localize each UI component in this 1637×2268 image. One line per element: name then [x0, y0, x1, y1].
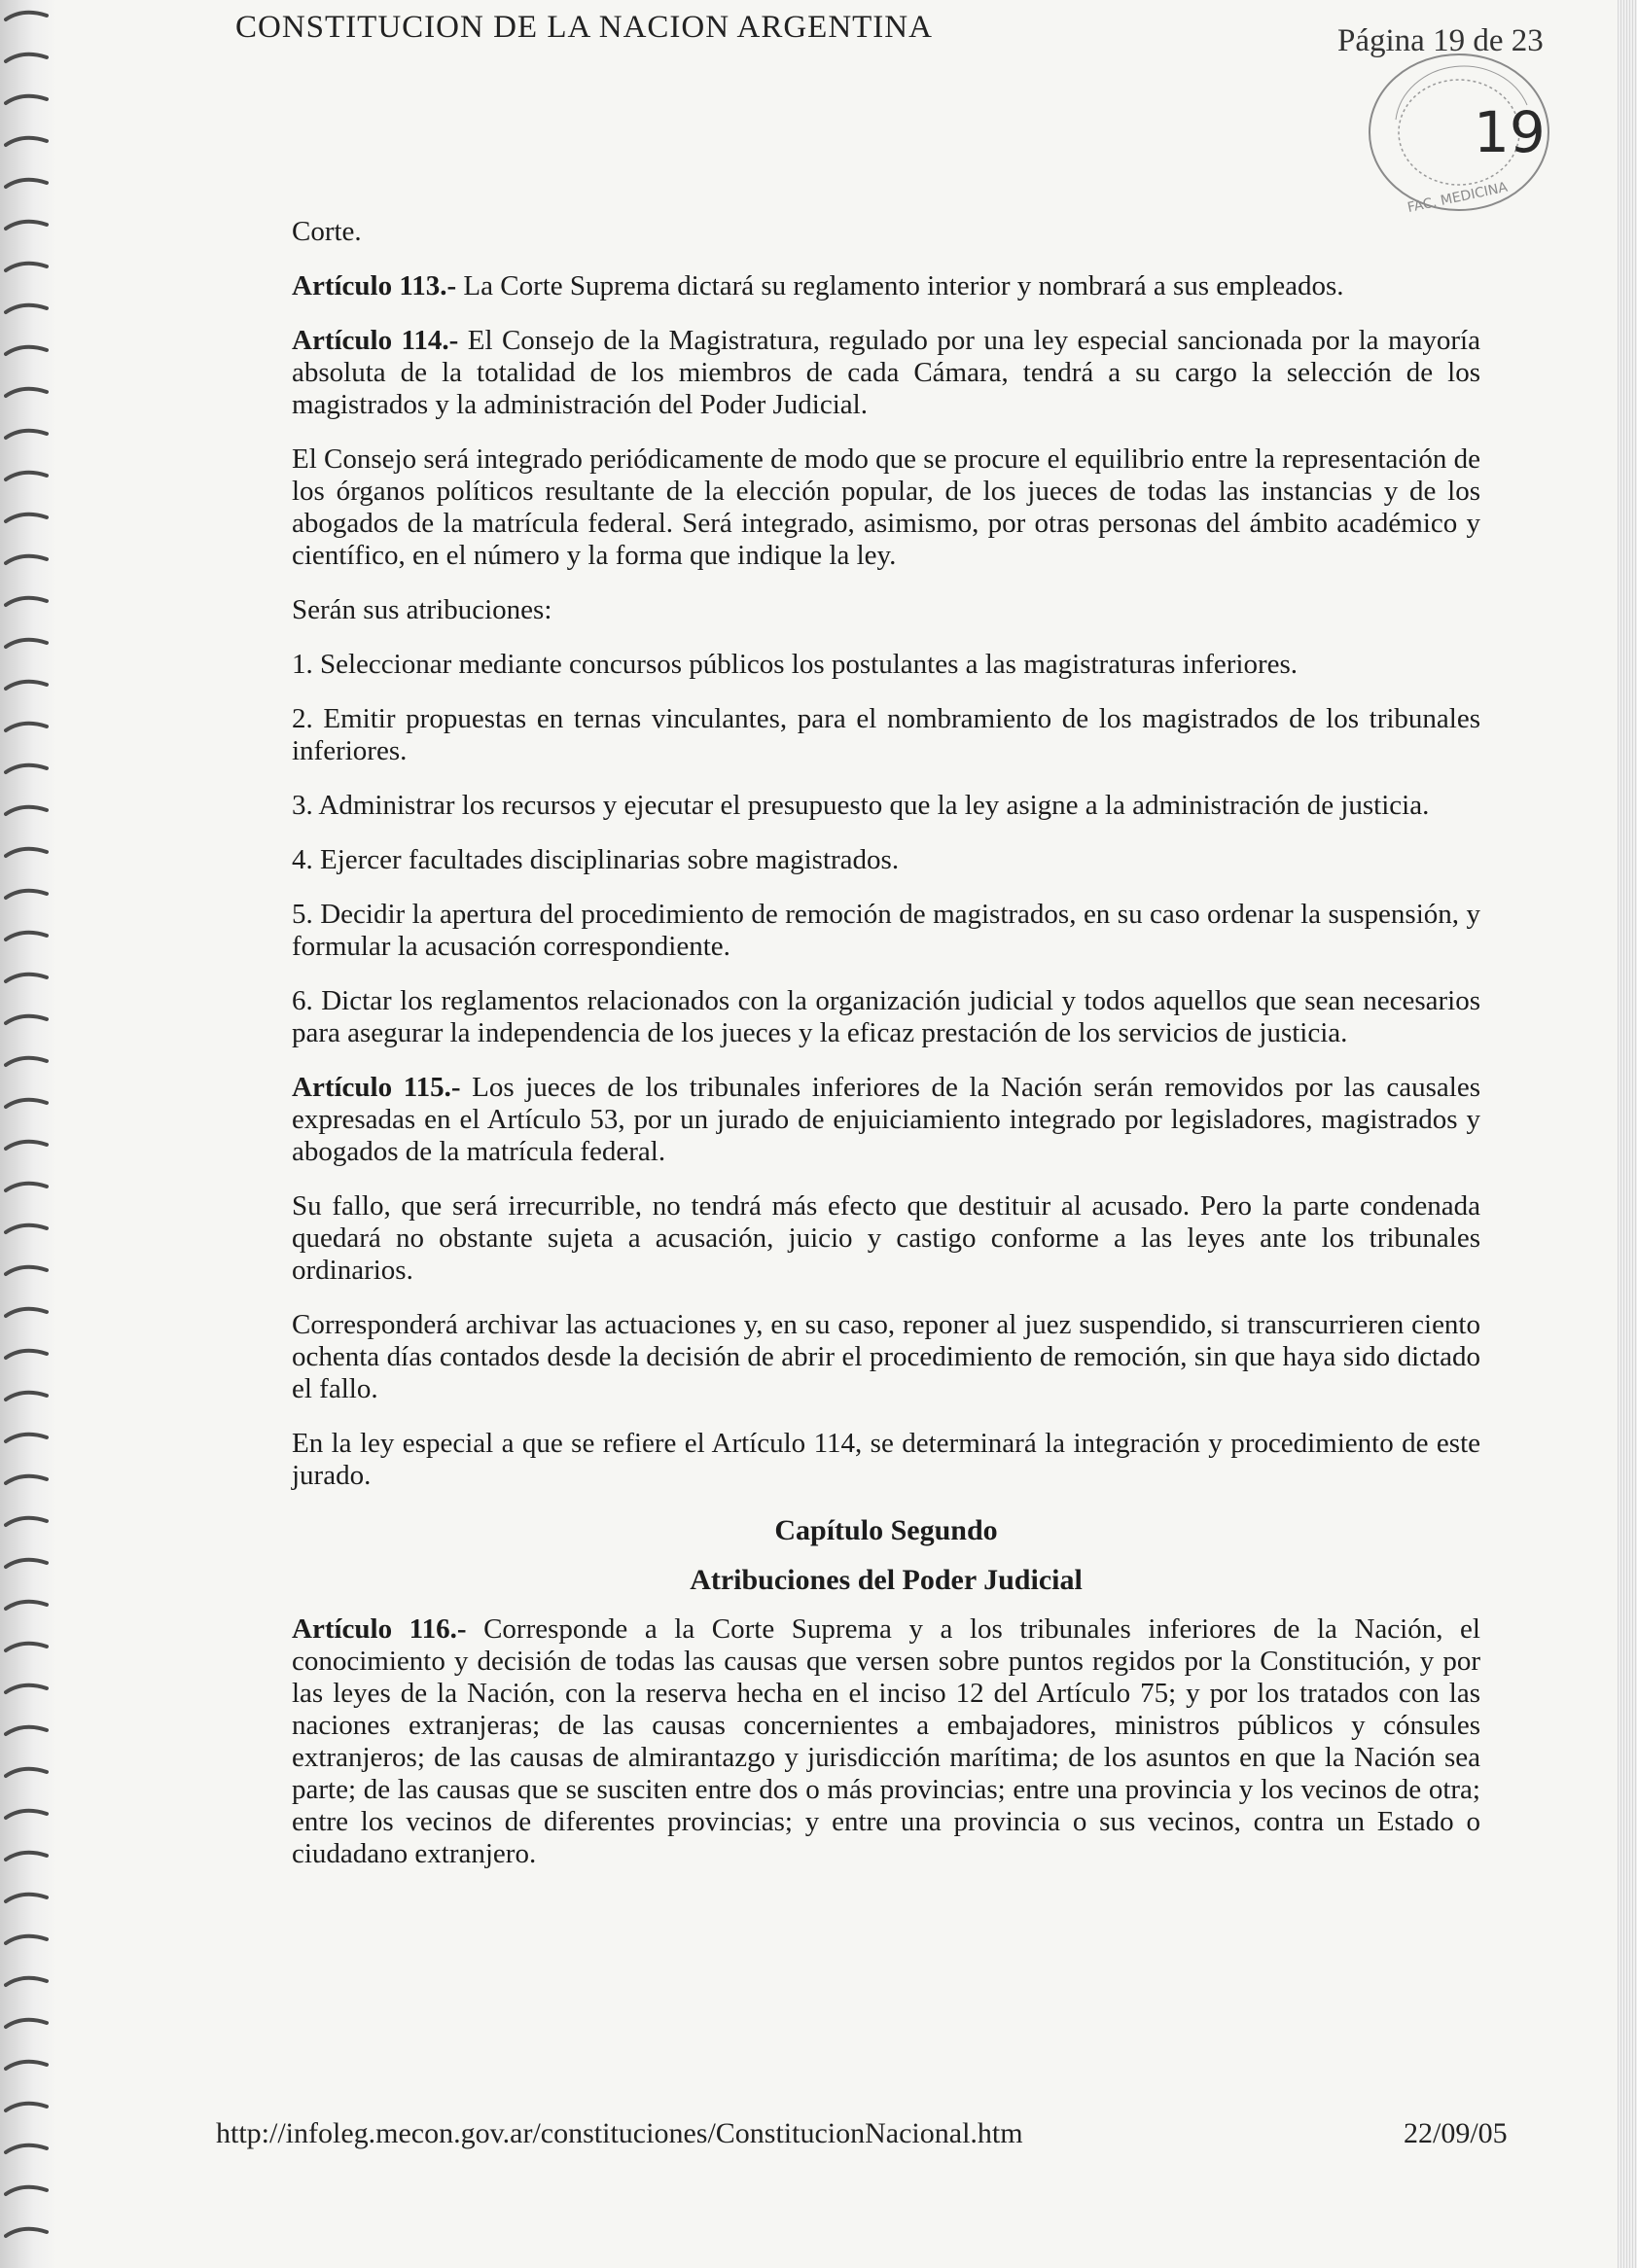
list-item: 6. Dictar los reglamentos relacionados con la organización judicial y todos aquellos que sean necesarios para asegurar la independencia de los jueces y la eficaz prestación de los servicios de justicia.: [292, 985, 1480, 1048]
binding-ring: [4, 593, 49, 611]
binding-ring: [4, 844, 49, 862]
chapter-title: Atribuciones del Poder Judicial: [690, 1564, 1083, 1596]
paragraph-consejo: El Consejo será integrado periódicamente de modo que se procure el equilibrio entre la representación de los órganos políticos resultante de la elección popular, de los jueces de todas las instancias y de los abogados de la matrícula federal. Será integrado, asimismo, por otras personas del ámbito académico y científico, en el número y la forma que indique la ley.: [292, 443, 1480, 571]
binding-ring: [4, 1722, 49, 1740]
binding-ring: [4, 1053, 49, 1071]
paragraph-corte: Corte.: [292, 216, 362, 247]
binding-ring: [4, 1221, 49, 1238]
binding-ring: [4, 2182, 49, 2200]
stamp-ring-text: FAC. MEDICINA: [1406, 179, 1510, 217]
footer-url: http://infoleg.mecon.gov.ar/constituciones/ConstitucionNacional.htm: [216, 2117, 1023, 2149]
article-115: [292, 1072, 1480, 1168]
stamp-handwritten-number: 19: [1474, 99, 1546, 165]
binding-ring: [4, 2224, 49, 2242]
binding-ring: [4, 1095, 49, 1113]
spiral-binding: [0, 0, 56, 2268]
list-item: 1. Seleccionar mediante concursos públicos los postulantes a las magistraturas inferiores.: [292, 649, 1299, 680]
binding-ring: [4, 551, 49, 569]
document-body: [292, 216, 1480, 1893]
list-item: 2. Emitir propuestas en ternas vinculantes, para el nombramiento de los magistrados de los tribunales inferiores.: [292, 703, 1480, 766]
footer-date: 22/09/05: [1404, 2117, 1508, 2149]
binding-ring: [4, 1137, 49, 1154]
article-115-label: Artículo 115.-: [292, 1072, 461, 1103]
binding-ring: [4, 719, 49, 736]
binding-ring: [4, 1179, 49, 1196]
binding-ring: [4, 426, 49, 443]
binding-ring: [4, 91, 49, 109]
article-113-label: Artículo 113.-: [292, 270, 457, 301]
binding-ring: [4, 761, 49, 778]
article-114: [292, 325, 1480, 421]
seal-stamp: [1337, 27, 1561, 222]
binding-ring: [4, 928, 49, 945]
binding-ring: [4, 133, 49, 151]
page-edge: [1618, 0, 1637, 2268]
paragraph-archivar: Corresponderá archivar las actuaciones y, en su caso, reponer al juez suspendido, si transcurrieren ciento ochenta días contados desde la decisión de abrir el procedimiento de remoción, sin que haya sido dictado el fallo.: [292, 1309, 1480, 1404]
paragraph-fallo: Su fallo, que será irrecurrible, no tendrá más efecto que destituir al acusado. Pero la parte condenada quedará no obstante sujeta a acusación, juicio y castigo conforme a las leyes ante los tribunales ordinarios.: [292, 1190, 1480, 1286]
binding-ring: [4, 802, 49, 820]
page-number: Página 19 de 23: [1337, 23, 1544, 58]
article-113: [292, 270, 1480, 302]
binding-ring: [4, 1430, 49, 1447]
binding-ring: [4, 1513, 49, 1531]
binding-ring: [4, 1262, 49, 1280]
binding-ring: [4, 1848, 49, 1865]
article-114-label: Artículo 114.-: [292, 325, 459, 356]
binding-ring: [4, 970, 49, 987]
binding-ring: [4, 2141, 49, 2158]
binding-ring: [4, 1639, 49, 1656]
binding-ring: [4, 259, 49, 276]
article-116-label: Artículo 116.-: [292, 1613, 467, 1645]
binding-ring: [4, 468, 49, 485]
chapter-heading: Capítulo Segundo: [774, 1514, 998, 1546]
binding-ring: [4, 1973, 49, 1991]
binding-ring: [4, 1471, 49, 1489]
binding-ring: [4, 677, 49, 694]
article-114-text: El Consejo de la Magistratura, regulado por una ley especial sancionada por la mayoría absoluta de la totalidad de los miembros de cada Cámara, tendrá a su cargo la selección de los magistrados y la administración del Poder Judicial.: [292, 325, 1480, 420]
binding-ring: [4, 50, 49, 67]
article-116: [292, 1613, 1480, 1870]
binding-ring: [4, 2099, 49, 2116]
list-item: 5. Decidir la apertura del procedimiento de remoción de magistrados, en su caso ordenar la suspensión, y formular la acusación correspondiente.: [292, 899, 1480, 962]
binding-ring: [4, 175, 49, 193]
binding-ring: [4, 2057, 49, 2074]
binding-ring: [4, 1890, 49, 1907]
binding-ring: [4, 1346, 49, 1364]
binding-ring: [4, 8, 49, 25]
binding-ring: [4, 1764, 49, 1782]
list-item: 3. Administrar los recursos y ejecutar el presupuesto que la ley asigne a la administración de justicia.: [292, 790, 1430, 821]
binding-ring: [4, 1597, 49, 1614]
binding-ring: [4, 1304, 49, 1322]
binding-ring: [4, 886, 49, 904]
binding-ring: [4, 217, 49, 234]
binding-ring: [4, 1806, 49, 1824]
binding-ring: [4, 1681, 49, 1698]
binding-ring: [4, 1931, 49, 1949]
binding-ring: [4, 510, 49, 527]
binding-ring: [4, 1011, 49, 1029]
article-116-text: Corresponde a la Corte Suprema y a los tribunales inferiores de la Nación, el conocimiento y decisión de todas las causas que versen sobre puntos regidos por la Constitución, y por las leyes de la Nación, con la reserva hecha en el inciso 12 del Artículo 75; y por los tratados con las naciones extranjeras; de las causas concernientes a embajadores, ministros públicos y cónsules extranjeros; de las causas de almirantazgo y jurisdicción marítima; de los asuntos en que la Nación sea parte; de las causas que se susciten entre dos o más provincias; entre una provincia y los vecinos de otra; entre los vecinos de diferentes provincias; y entre una provincia o sus vecinos, contra un Estado o ciudadano extranjero.: [292, 1613, 1480, 1869]
binding-ring: [4, 301, 49, 318]
binding-ring: [4, 342, 49, 360]
document-header-title: CONSTITUCION DE LA NACION ARGENTINA: [235, 10, 933, 45]
article-115-text: Los jueces de los tribunales inferiores de la Nación serán removidos por las causales expresadas en el Artículo 53, por un jurado de enjuiciamiento integrado por legisladores, magistrados y abogados de la matrícula federal.: [292, 1072, 1480, 1167]
article-113-text: La Corte Suprema dictará su reglamento interior y nombrará a sus empleados.: [456, 270, 1344, 301]
binding-ring: [4, 635, 49, 653]
binding-ring: [4, 1388, 49, 1405]
binding-ring: [4, 2015, 49, 2033]
paragraph-atribuciones: Serán sus atribuciones:: [292, 594, 552, 625]
list-item: 4. Ejercer facultades disciplinarias sobre magistrados.: [292, 844, 900, 875]
paragraph-ley-especial: En la ley especial a que se refiere el Artículo 114, se determinará la integración y procedimiento de este jurado.: [292, 1428, 1480, 1491]
binding-ring: [4, 1555, 49, 1573]
binding-ring: [4, 384, 49, 402]
